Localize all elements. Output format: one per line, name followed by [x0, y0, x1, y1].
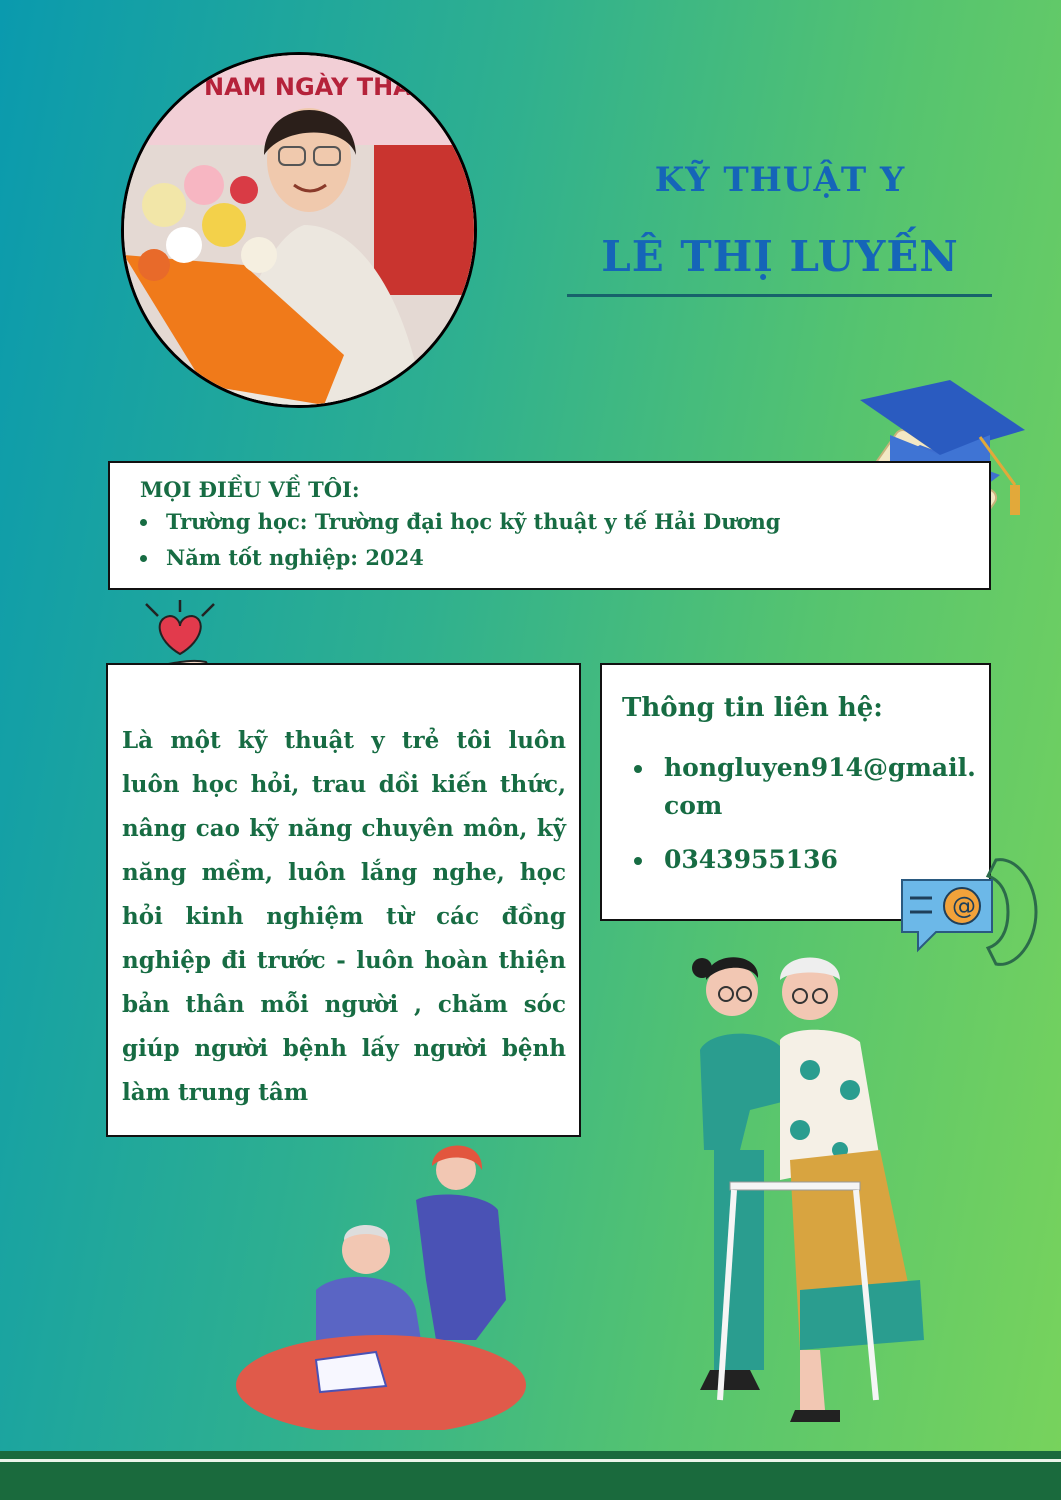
photo-banner-text: NAM NGÀY THẦY — [204, 73, 430, 101]
contact-phone: • 0343955136 — [656, 841, 986, 879]
profile-photo — [121, 52, 477, 408]
title-divider — [567, 294, 992, 297]
caregiver-reading-illustration — [236, 1140, 526, 1430]
about-list — [160, 509, 780, 581]
person-name: LÊ THỊ LUYẾN — [601, 232, 959, 281]
contact-heading: Thông tin liên hệ: — [622, 693, 883, 723]
bio-box — [106, 663, 581, 1137]
svg-text:@: @ — [952, 892, 976, 920]
about-school: • Trường học: Trường đại học kỹ thuật y tế Hải Dương — [160, 509, 780, 535]
job-title: KỸ THUẬT Y — [654, 160, 906, 200]
contact-email: • hongluyen914@gmail.com — [656, 749, 986, 825]
footer-stripe — [0, 1459, 1061, 1462]
bio-text: Là một kỹ thuật y trẻ tôi luôn luôn học hỏi, trau dồi kiến thức, nâng cao kỹ năng chuyên môn, kỹ năng mềm, luôn lắng nghe, học hỏi kinh nghiệm từ các đồng nghiệp đi trước - luôn hoàn thiện bản thân mỗi người , chăm sóc giúp người bệnh lấy người bệnh làm trung tâm — [122, 727, 566, 1106]
about-heading: MỌI ĐIỀU VỀ TÔI: — [140, 477, 360, 502]
about-graduation-year: • Năm tốt nghiệp: 2024 — [160, 545, 780, 571]
caregiver-walker-illustration — [680, 950, 940, 1430]
about-me-box — [108, 461, 991, 590]
